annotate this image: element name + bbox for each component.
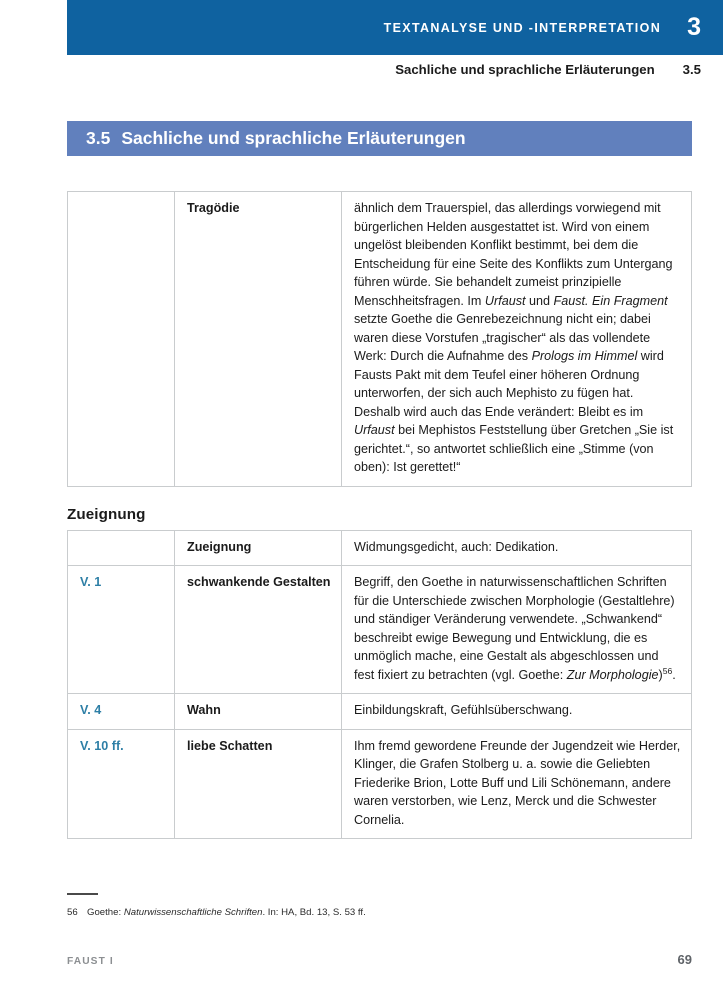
footnote-reference[interactable]: 56 — [662, 665, 673, 676]
section-label: Sachliche und sprachliche Erläuterungen — [121, 128, 466, 148]
italic-run: Prologs im Himmel — [531, 349, 638, 363]
chapter-title: TEXTANALYSE UND -INTERPRETATION — [383, 20, 662, 35]
table-row — [68, 566, 692, 694]
description-text — [354, 573, 681, 684]
page-content — [67, 191, 692, 839]
footer-book-title: FAUST I — [67, 956, 114, 967]
italic-run: Urfaust — [354, 423, 395, 437]
table-row — [68, 192, 692, 487]
term-label: Wahn — [187, 703, 221, 717]
description-text — [354, 199, 681, 477]
italic-run: Naturwissenschaftliche Schriften — [123, 907, 263, 918]
text-run: Widmungsgedicht, auch: Dedikation. — [354, 539, 559, 554]
text-run: Goethe: — [87, 907, 124, 918]
cell-term — [175, 694, 342, 730]
cell-description — [342, 694, 692, 730]
cell-term — [175, 729, 342, 839]
cell-verse-reference — [68, 729, 175, 839]
running-header-subtitle — [67, 62, 701, 77]
cell-description — [342, 729, 692, 839]
section-subtitle-number: 3.5 — [682, 62, 701, 77]
italic-run: Faust. Ein Fragment — [553, 293, 668, 308]
section-title-bar — [67, 121, 692, 156]
text-run: . — [672, 667, 676, 682]
text-run: und — [525, 293, 554, 308]
term-label: Tragödie — [187, 201, 240, 215]
chapter-number: 3 — [687, 13, 701, 41]
footnote-separator-rule — [67, 893, 98, 895]
cell-term — [175, 566, 342, 694]
glossary-table-top — [67, 191, 692, 487]
cell-verse-reference — [68, 566, 175, 694]
term-label: schwankende Gestalten — [187, 575, 331, 589]
section-subtitle-text: Sachliche und sprachliche Erläuterungen — [395, 62, 655, 77]
page-footer — [67, 952, 692, 967]
cell-description — [342, 530, 692, 566]
footnote-area — [67, 893, 692, 919]
sub-heading-zueignung: Zueignung — [67, 505, 146, 523]
footnote-entry-number: 56 — [67, 907, 78, 918]
footnote-list — [67, 906, 692, 919]
cell-verse-reference — [68, 192, 175, 487]
text-run: bei Mephistos Feststellung über Gretchen „Sie ist gerichtet.“, so antwortet schließlich eine „Stimme (von oben): Ist gerettet!“ — [354, 423, 674, 474]
glossary-table-bottom — [67, 530, 692, 840]
cell-term — [175, 192, 342, 487]
running-header-band — [67, 0, 723, 55]
footer-page-number: 69 — [677, 952, 692, 967]
verse-reference-label: V. 10 ff. — [80, 738, 124, 753]
footnote-entry — [67, 906, 692, 919]
text-run: Einbildungskraft, Gefühlsüberschwang. — [354, 703, 573, 717]
glossary-table-top-body — [68, 192, 692, 487]
table-row — [68, 694, 692, 730]
description-text — [354, 701, 681, 720]
verse-reference-label: V. 4 — [80, 703, 102, 717]
table-row — [68, 530, 692, 566]
table-row — [68, 729, 692, 839]
cell-verse-reference — [68, 694, 175, 730]
cell-description — [342, 566, 692, 694]
italic-run: Urfaust — [484, 293, 526, 308]
italic-run: Zur Morphologie — [566, 667, 659, 682]
term-label: Zueignung — [187, 539, 252, 554]
text-run: ähnlich dem Trauerspiel, das allerdings vorwiegend mit bürgerlichen Helden ausgestattet ist. Wird von einem ungelöst bleibenden Konflikt bestimmt, bei dem die Entscheidung für eine Seite des Konflikts zum Untergang führen würde. Sie behandelt zumeist prinzipielle Menschheitsfragen. Im — [354, 201, 673, 308]
text-run: setzte Goethe die Genrebezeichnung nicht ein; dabei waren diese Vorstufen „tragischer“ als das vollendete Werk: Durch die Aufnahme des — [354, 312, 651, 363]
description-text — [354, 538, 681, 557]
text-run: . In: HA, Bd. 13, S. 53 ff. — [262, 907, 366, 918]
text-run: wird Fausts Pakt mit dem Teufel einer höheren Ordnung unterworfen, der sich auch Mephisto zu fügen hat. Deshalb wird auch das Ende verändert: Bleibt es im — [354, 349, 664, 419]
footnote-entry-text — [87, 907, 366, 918]
cell-verse-reference — [68, 530, 175, 566]
verse-reference-label: V. 1 — [80, 575, 102, 589]
text-run: Begriff, den Goethe in naturwissenschaftlichen Schriften für die Unterschiede zwischen Morphologie (Gestaltlehre) und ständiger Veränderung verwendete. „Schwankend“ beschreibt ewige Bewegung und Entwicklung, die es unmöglich mache, eine Gestalt als abgeschlossen und fest fixiert zu betrachten (vgl. Goethe: — [354, 575, 675, 682]
section-number: 3.5 — [86, 128, 111, 148]
glossary-table-bottom-body — [68, 530, 692, 839]
text-run: ) — [658, 667, 663, 682]
text-run: Ihm fremd gewordene Freunde der Jugendzeit wie Herder, Klinger, die Grafen Stolberg u. a. sowie die Geliebten Friederike Brion, Lotte Buff und Lili Schönemann, andere waren verstorben, wie Lenz, Merck und die Schwester Cornelia. — [354, 738, 681, 827]
term-label: liebe Schatten — [187, 738, 273, 753]
cell-term — [175, 530, 342, 566]
description-text — [354, 737, 681, 830]
cell-description — [342, 192, 692, 487]
